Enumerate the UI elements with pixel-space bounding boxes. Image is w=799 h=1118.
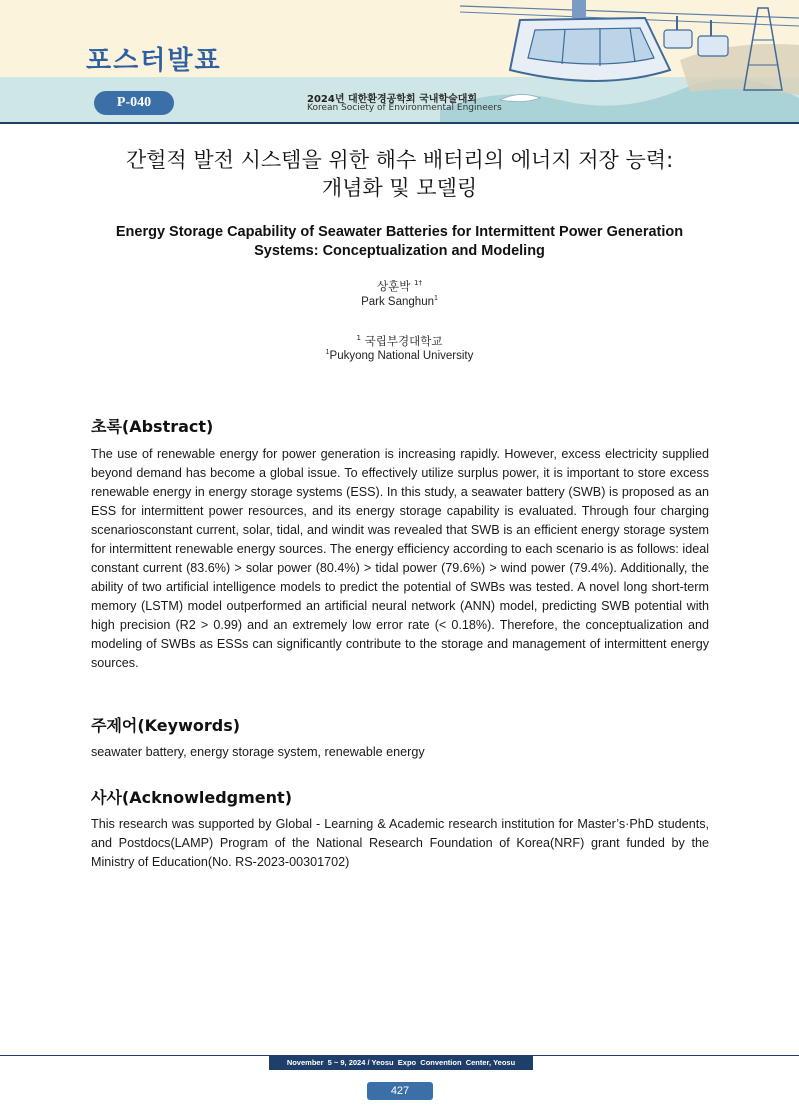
author-ko-mark: 1† — [414, 279, 422, 288]
poster-id-badge: P-040 — [94, 91, 174, 115]
keywords-heading: 주제어(Keywords) — [91, 716, 241, 735]
affil-ko-name: 국립부경대학교 — [364, 334, 443, 348]
author-english — [0, 296, 799, 308]
author-en-name: Park Sanghun — [361, 296, 434, 308]
title-ko-line-2: 개념화 및 모델링 — [321, 176, 478, 200]
affiliation-korean — [0, 333, 799, 349]
author-en-mark: 1 — [433, 295, 438, 303]
affil-ko-mark: 1 — [356, 334, 362, 343]
conference-name: 2024년 대한환경공학회 국내학술대회 — [307, 94, 478, 105]
acknowledgment-text: This research was supported by Global - Learning & Academic research institution for Master’s·PhD students, and Postdocs(LAMP) Program of the National Research Foundation of Korea(NRF) grant funded by the Ministry of Education(No. RS-2023-00301702) — [91, 817, 709, 869]
title-en-line-2: Systems: Conceptualization and Modeling — [254, 243, 545, 259]
page-number: 427 — [367, 1082, 433, 1100]
affiliation-english — [0, 350, 799, 362]
affil-en-name: Pukyong National University — [329, 350, 474, 362]
abstract-heading: 초록(Abstract) — [91, 417, 214, 436]
title-ko-line-1: 간헐적 발전 시스템을 위한 해수 배터리의 에너지 저장 능력: — [125, 148, 674, 172]
society-name: Korean Society of Environmental Engineers — [307, 103, 502, 113]
header-divider — [0, 122, 799, 124]
title-en-line-1: Energy Storage Capability of Seawater Batteries for Intermittent Power Generation — [115, 224, 684, 240]
paper-title-korean — [0, 146, 799, 202]
footer-event-info: November 5 ~ 9, 2024 / Yeosu Expo Convention Center, Yeosu — [269, 1056, 533, 1070]
affil-en-mark: 1 — [325, 349, 330, 357]
header-banner — [0, 0, 799, 124]
poster-section-title: 포스터발표 — [86, 46, 222, 76]
author-korean — [0, 278, 799, 294]
keywords-text: seawater battery, energy storage system, renewable energy — [91, 745, 425, 759]
acknowledgment-heading: 사사(Acknowledgment) — [91, 788, 293, 807]
paper-title-english — [0, 223, 799, 261]
abstract-text: The use of renewable energy for power generation is increasing rapidly. However, excess electricity supplied beyond demand has become a global issue. To effectively utilize surplus power, it is important to store excess renewable energy in energy storage systems (ESS). In this study, a seawater battery (SWB) is proposed as an ESS for intermittent power resources, and its energy storage capability is evaluated. Through four charging scenariosconstant current, solar, tidal, and windit was revealed that SWB is an efficient energy storage system for intermittent renewable energy sources. The energy efficiency according to each scenario is as follows: ideal constant current (83.6%) > solar power (80.4%) > tidal power (79.6%) > wind power (79.4%). Additionally, the ability of two artificial intelligence models to predict the potential of SWBs was tested. A novel long short-term memory (LSTM) model outperformed an artificial neural network (ANN) model, predicting SWB potential with high precision (R2 > 0.99) and an extremely low error rate (< 0.18%). Therefore, the conceptualization and modeling of SWBs as ESSs can significantly contribute to the storage and management of intermittent energy sources. — [91, 447, 709, 670]
author-ko-name: 상훈박 — [377, 279, 411, 293]
